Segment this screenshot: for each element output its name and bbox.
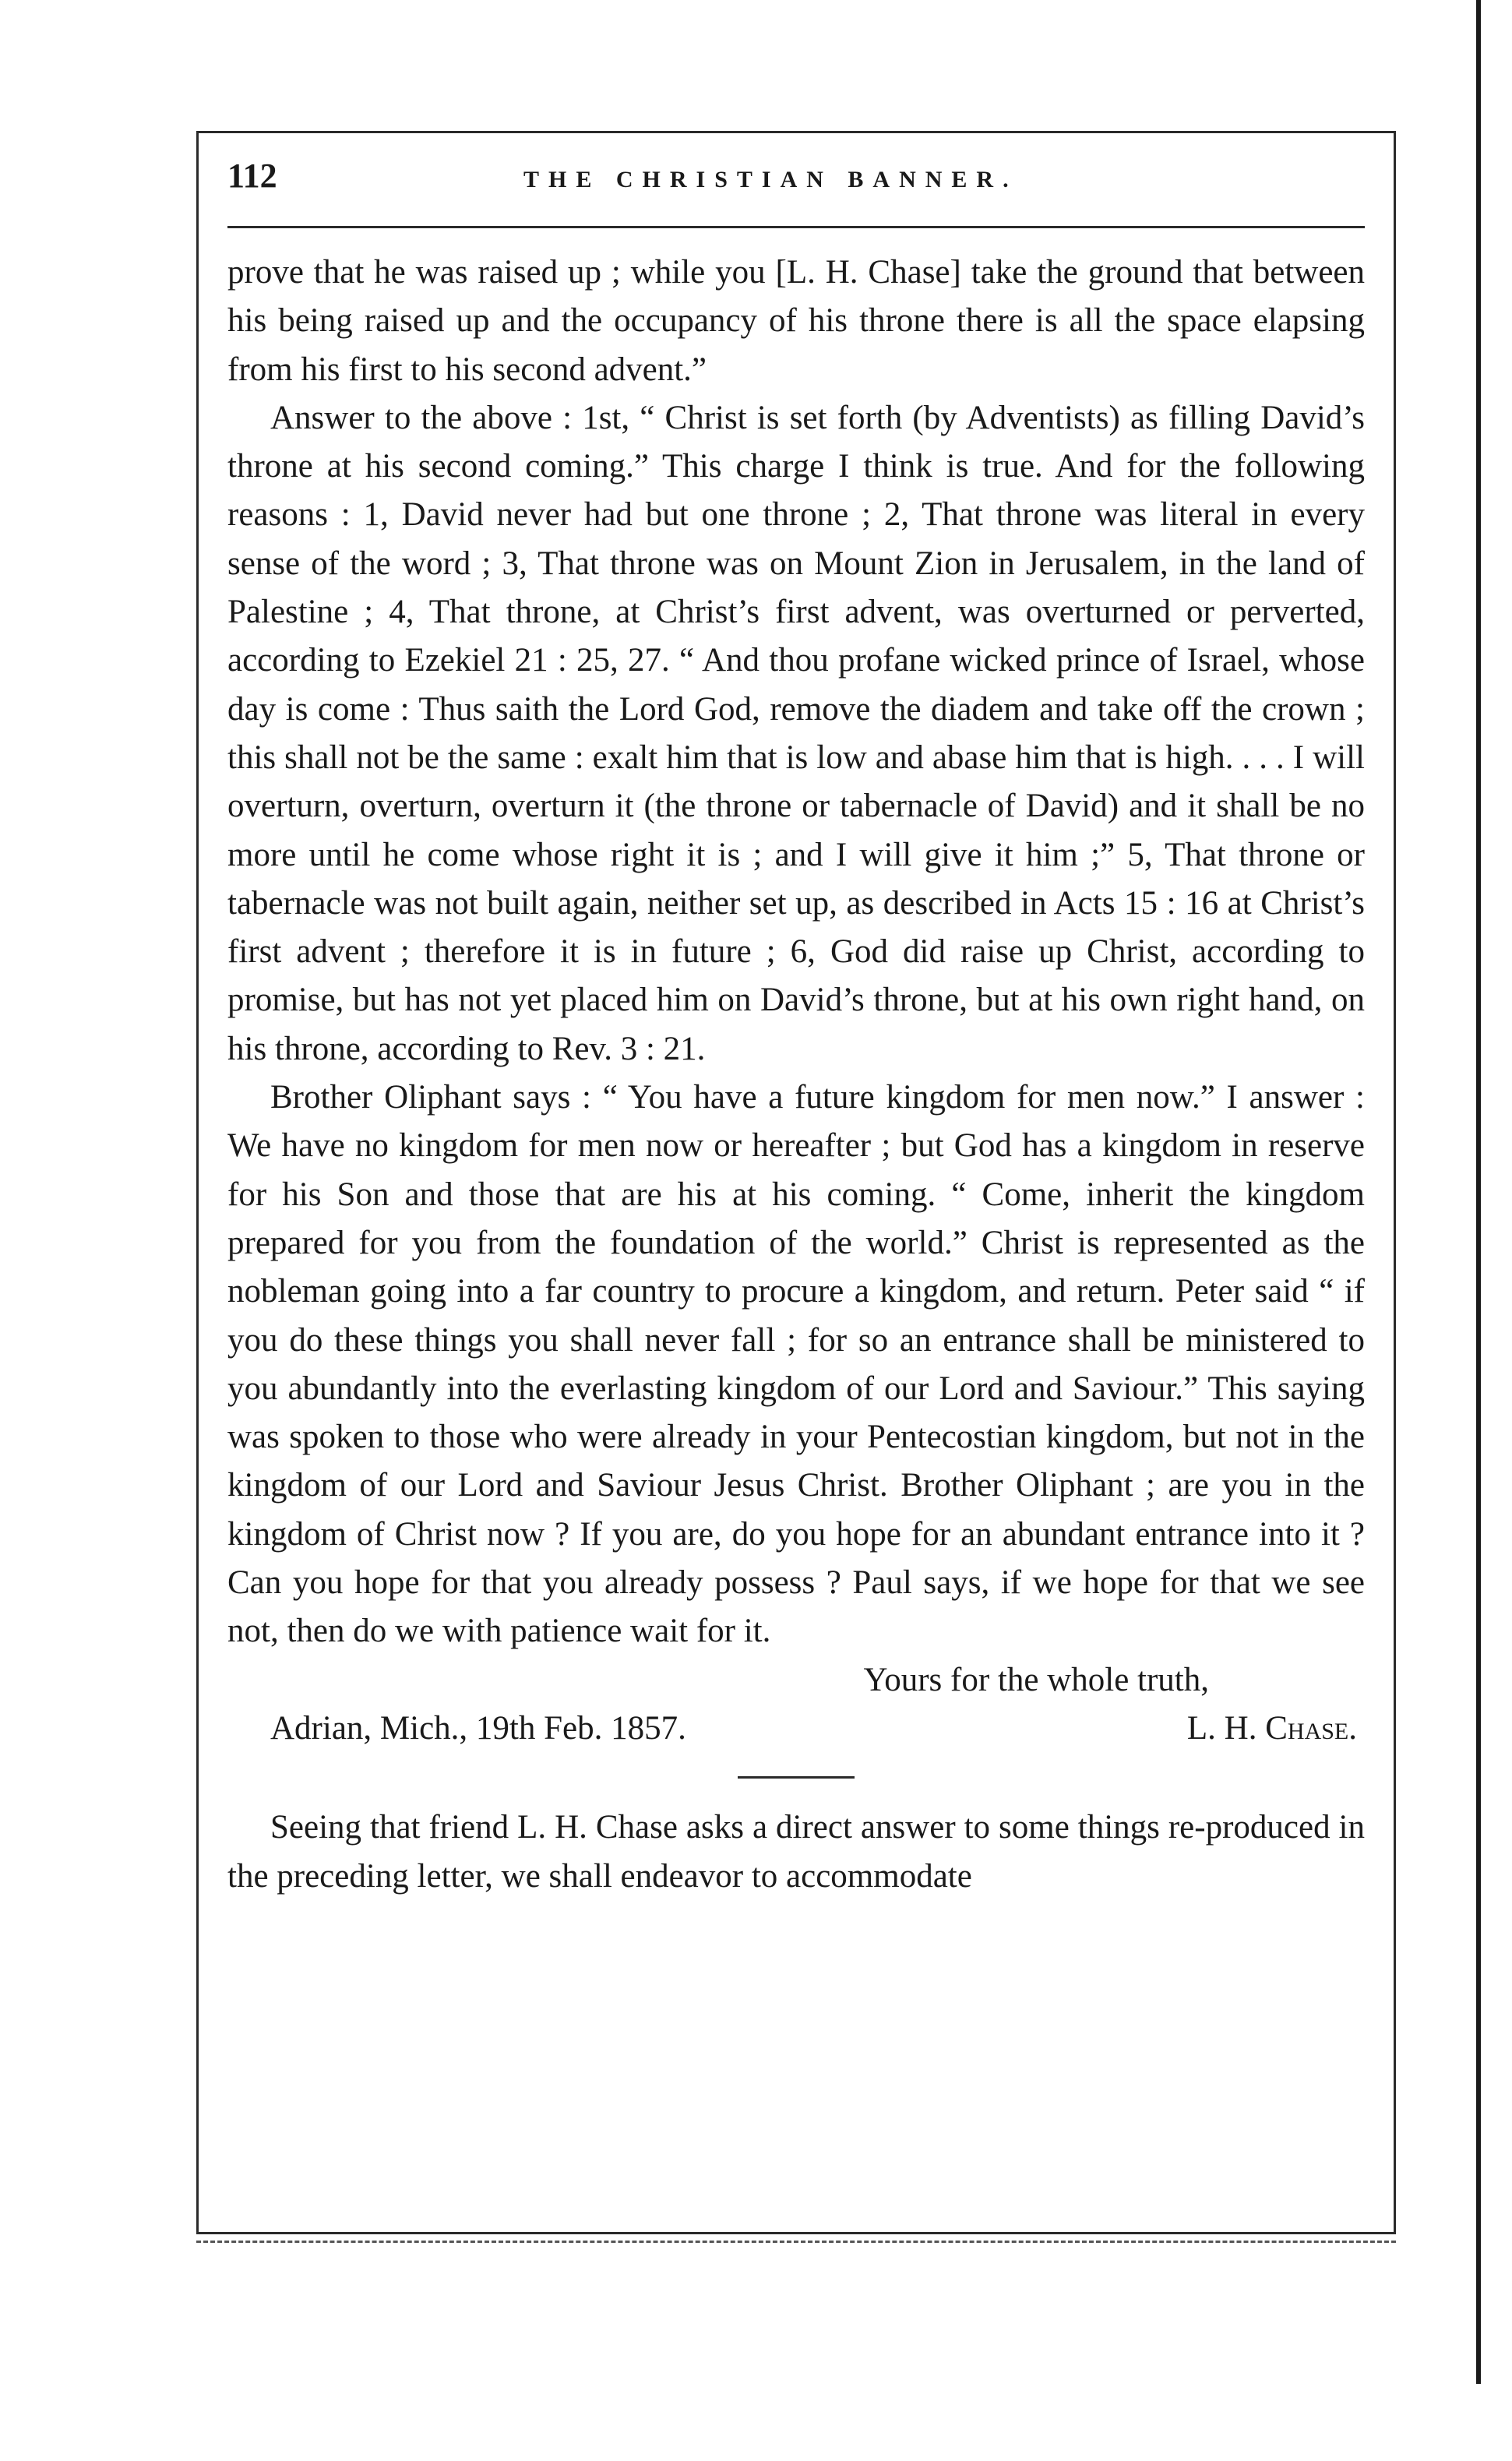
running-head: THE CHRISTIAN BANNER. (523, 167, 1018, 192)
paragraph-answer: Answer to the above : 1st, “ Christ is set forth (by Adventists) as filling David’s throne at his second coming.” This charge I think is true. And for the following reasons : 1, David never had but one throne ; 2, That throne was literal in every sense of the word ; 3, That throne was on Mount Zion in Jerusalem, in the land of Palestine ; 4, That throne, at Christ’s first advent, was overturned or perverted, according to Ezekiel 21 : 25, 27. “ And thou profane wicked prince of Israel, whose day is come : Thus saith the Lord God, remove the diadem and take off the crown ; this shall not be the same : exalt him that is low and abase him that is high. . . . I will overturn, overturn, overturn it (the throne or tabernacle of David) and it shall be no more until he come whose right it is ; and I will give it him ;” 5, That throne or tabernacle was not built again, neither set up, as described in Acts 15 : 16 at Christ’s first advent ; therefore it is in future ; 6, God did raise up Christ, according to promise, but has not yet placed him on David’s throne, but at his own right hand, on his throne, according to Rev. 3 : 21. (227, 399, 1365, 1067)
bottom-rule (196, 2241, 1396, 2243)
page-header (227, 156, 1365, 228)
paragraph-oliphant: Brother Oliphant says : “ You have a future kingdom for men now.” I answer : We have no kingdom for men now or hereafter ; but God has a kingdom in reserve for his Son and those that are his at his coming. “ Come, inherit the kingdom prepared for you from the foundation of the world.” Christ is represented as the nobleman going into a far country to procure a kingdom, and return. Peter said “ if you do these things you shall never fall ; for so an entrance shall be ministered to you abundantly into the everlasting kingdom of our Lord and Saviour.” This saying was spoken to those who were already in your Pentecostian kingdom, but not in the kingdom of our Lord and Saviour Jesus Christ. Brother Oliphant ; are you in the kingdom of Christ now ? If you are, do you hope for an abundant entrance into it ? Can you hope for that you already possess ? Paul says, if we hope for that we see not, then do we with patience wait for it. (227, 1079, 1365, 1650)
signature-name: L. H. Chase. (1186, 1709, 1357, 1747)
letter-signature (227, 1705, 1365, 1753)
letter-closing: Yours for the whole truth, (863, 1661, 1209, 1698)
page-edge-line (1476, 0, 1481, 2384)
section-divider (738, 1776, 855, 1779)
paragraph-continuation: prove that he was raised up ; while you [L. H. Chase] take the ground that between his being raised up and the occupancy of his throne there is all the space elapsing from his first to his second advent.” (227, 254, 1365, 388)
article-body (227, 249, 1365, 1901)
signature-place-date: Adrian, Mich., 19th Feb. 1857. (270, 1709, 686, 1747)
paragraph-reply: Seeing that friend L. H. Chase asks a direct answer to some things re-produced in the preceding letter, we shall endeavor to accommodate (227, 1809, 1365, 1895)
page-number: 112 (227, 157, 277, 195)
page-content (227, 156, 1365, 1901)
